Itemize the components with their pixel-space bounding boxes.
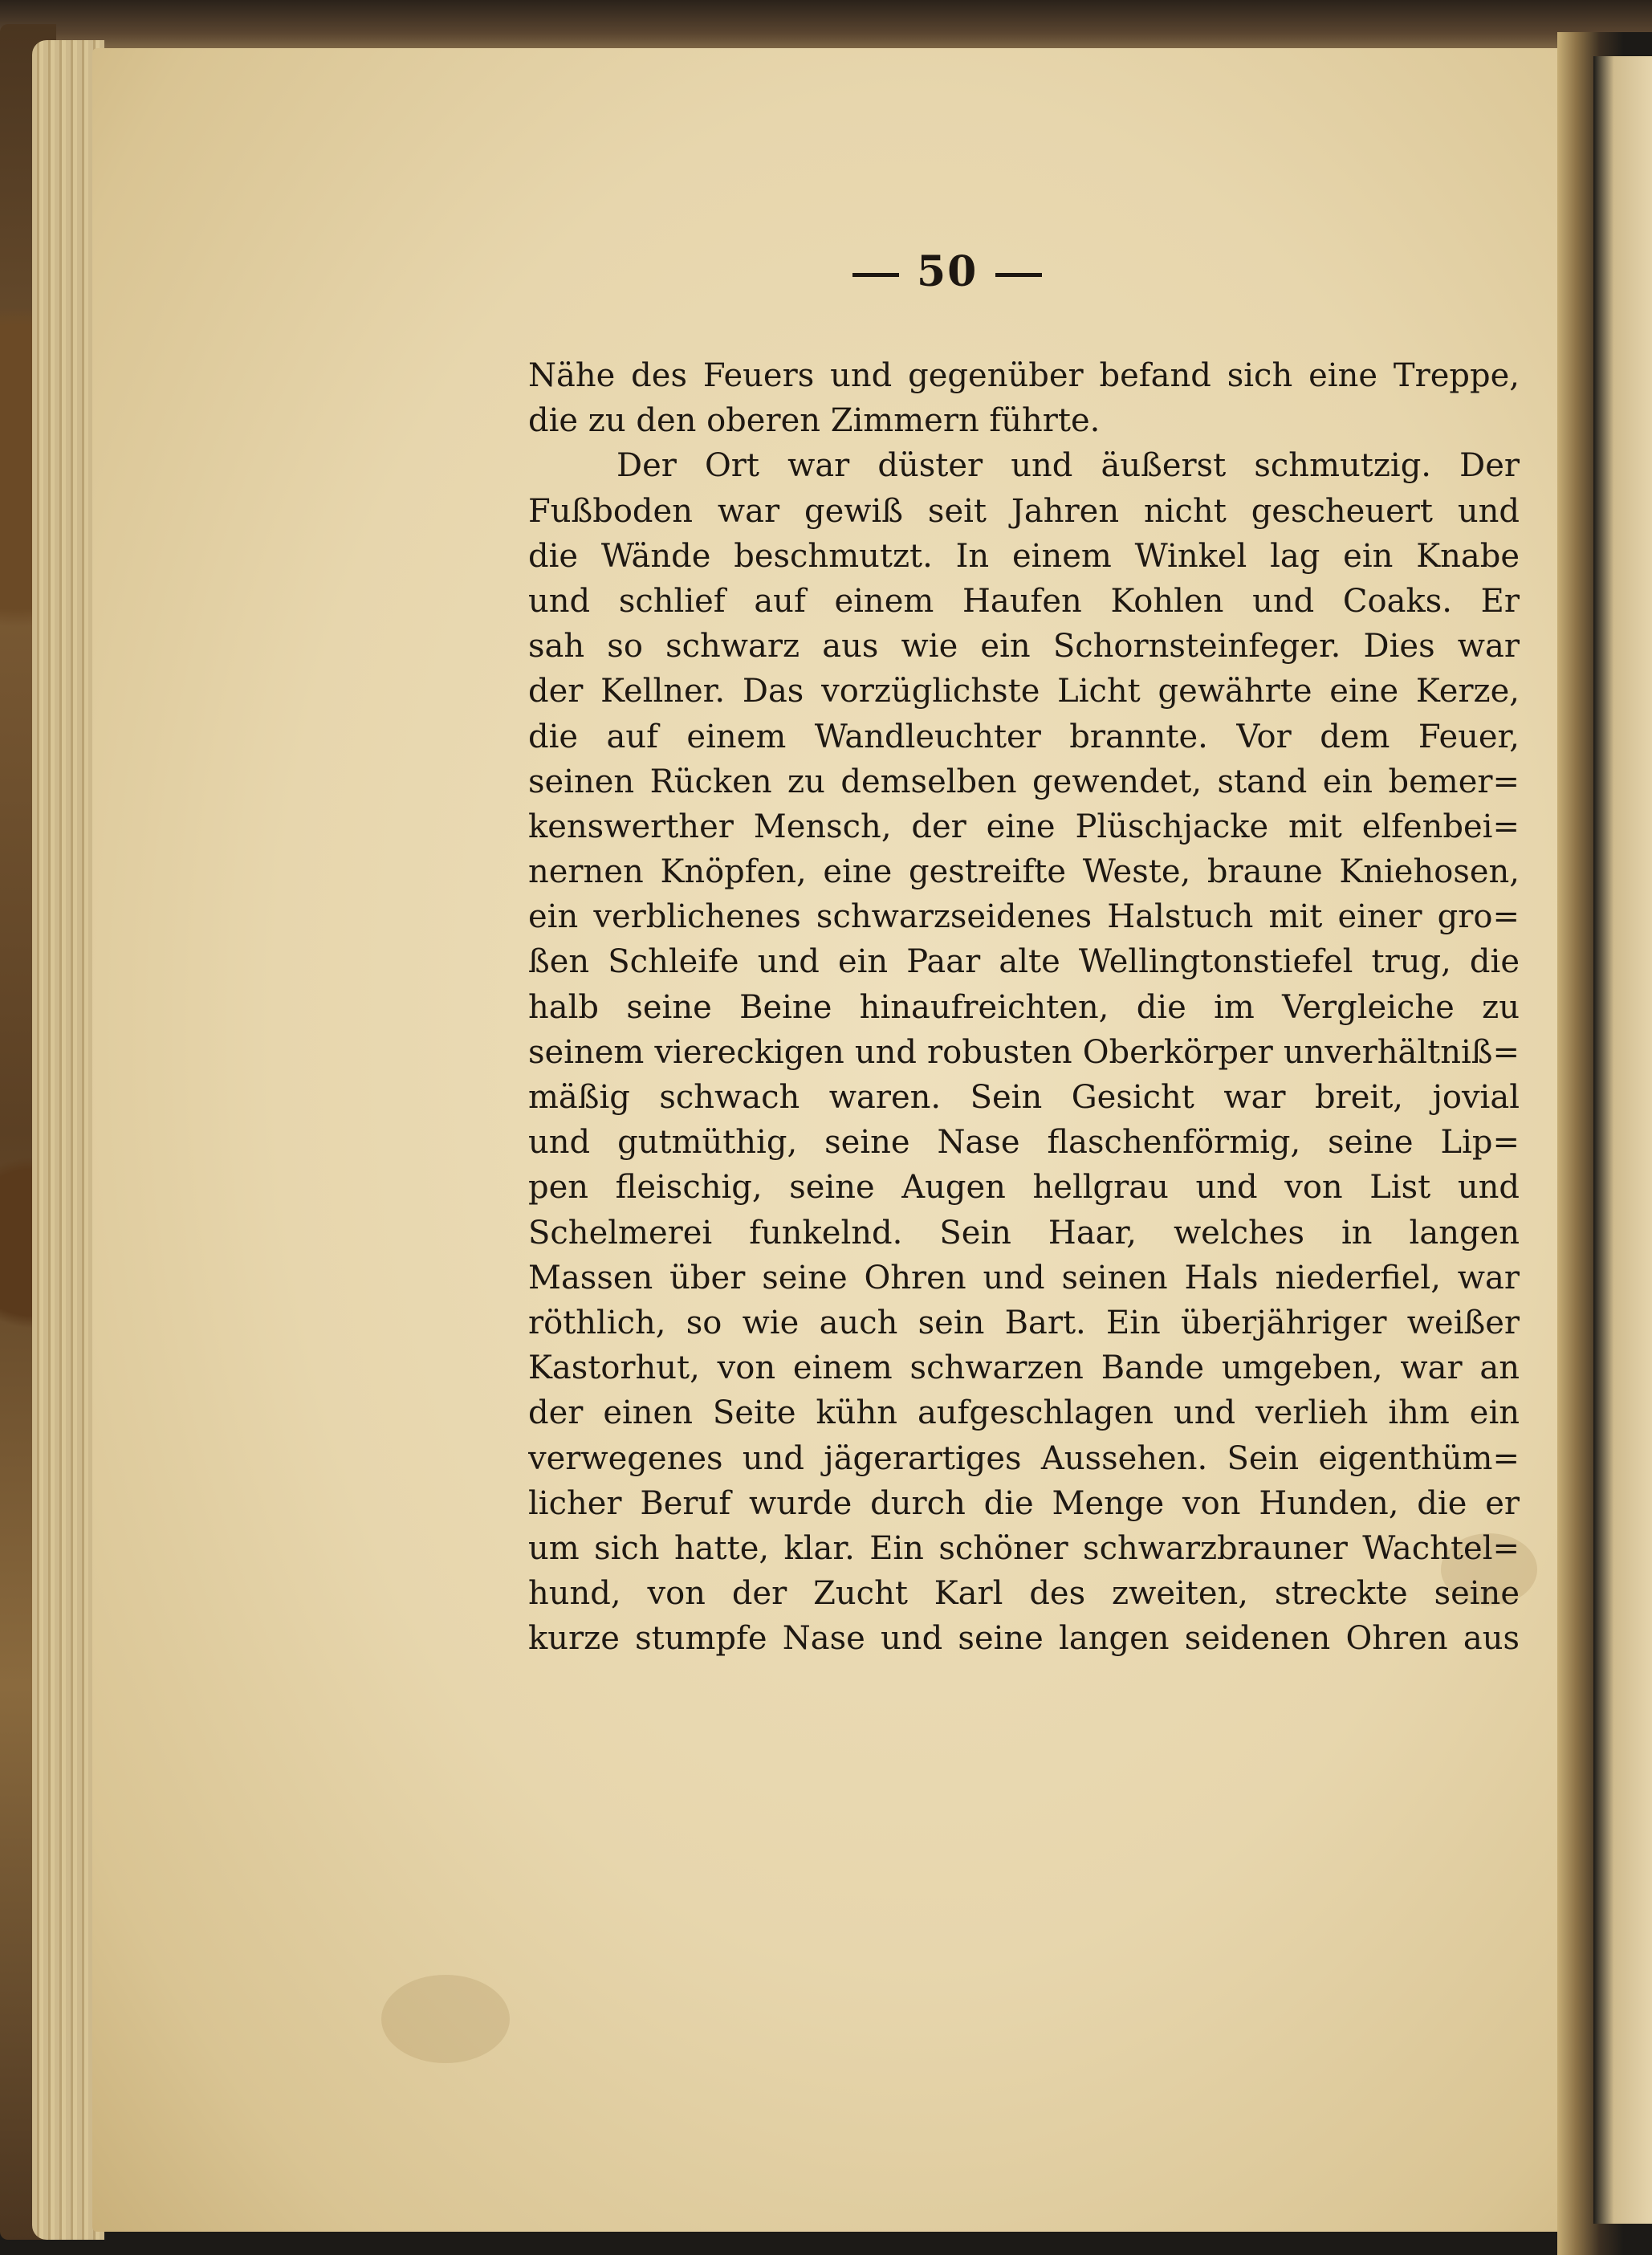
page-number-header — [835, 247, 1060, 296]
page-number: 50 — [917, 247, 979, 296]
text-line: röthlich, so wie auch sein Bart. Ein überjähriger weißer — [528, 1304, 1520, 1341]
text-line: Massen über seine Ohren und seinen Hals niederfiel, war — [528, 1259, 1520, 1296]
text-line: Nähe des Feuers und gegenüber befand sich eine Treppe, — [528, 357, 1520, 394]
text-line: und gutmüthig, seine Nase flaschenförmig, seine Lip= — [528, 1124, 1520, 1162]
text-line: Der Ort war düster und äußerst schmutzig. Der — [616, 447, 1520, 485]
text-line: mäßig schwach waren. Sein Gesicht war breit, jovial — [528, 1079, 1520, 1116]
text-line: die zu den oberen Zimmern führte. — [528, 402, 1101, 440]
text-line: sah so schwarz aus wie ein Schornsteinfeger. Dies war — [528, 628, 1520, 666]
paper-stain — [381, 1975, 510, 2063]
text-line: seinen Rücken zu demselben gewendet, stand ein bemer= — [528, 763, 1520, 800]
text-line: halb seine Beine hinaufreichten, die im Vergleiche zu — [528, 988, 1520, 1026]
header-dash-right — [995, 273, 1042, 277]
text-line: verwegenes und jägerartiges Aussehen. Sein eigenthüm= — [528, 1439, 1520, 1477]
text-line: seinem viereckigen und robusten Oberkörper unverhältniß= — [528, 1033, 1520, 1071]
text-line: und schlief auf einem Haufen Kohlen und Coaks. Er — [528, 582, 1520, 620]
text-line: um sich hatte, klar. Ein schöner schwarzbrauner Wachtel= — [528, 1529, 1520, 1567]
text-line: ßen Schleife und ein Paar alte Wellingtonstiefel trug, die — [528, 943, 1520, 981]
text-line: Kastorhut, von einem schwarzen Bande umgeben, war an — [528, 1349, 1520, 1387]
text-line: der einen Seite kühn aufgeschlagen und verlieh ihm ein — [528, 1394, 1520, 1432]
text-line: nernen Knöpfen, eine gestreifte Weste, braune Kniehosen, — [528, 853, 1520, 891]
body-text — [528, 353, 1520, 1661]
text-line: pen fleischig, seine Augen hellgrau und von List und — [528, 1169, 1520, 1207]
text-line: kenswerther Mensch, der eine Plüschjacke mit elfenbei= — [528, 808, 1520, 845]
text-line: Schelmerei funkelnd. Sein Haar, welches in langen — [528, 1214, 1520, 1252]
facing-page-edge — [1593, 56, 1652, 2224]
text-line: die auf einem Wandleuchter brannte. Vor dem Feuer, — [528, 718, 1520, 755]
header-dash-left — [852, 273, 899, 277]
text-line: der Kellner. Das vorzüglichste Licht gewährte eine Kerze, — [528, 673, 1520, 710]
text-line: kurze stumpfe Nase und seine langen seidenen Ohren aus — [528, 1620, 1520, 1658]
text-line: hund, von der Zucht Karl des zweiten, streckte seine — [528, 1575, 1520, 1613]
text-line: Fußboden war gewiß seit Jahren nicht gescheuert und — [528, 492, 1520, 530]
text-line: die Wände beschmutzt. In einem Winkel lag ein Knabe — [528, 537, 1520, 575]
text-line: ein verblichenes schwarzseidenes Halstuch mit einer gro= — [528, 898, 1520, 936]
text-line: licher Beruf wurde durch die Menge von Hunden, die er — [528, 1484, 1520, 1522]
